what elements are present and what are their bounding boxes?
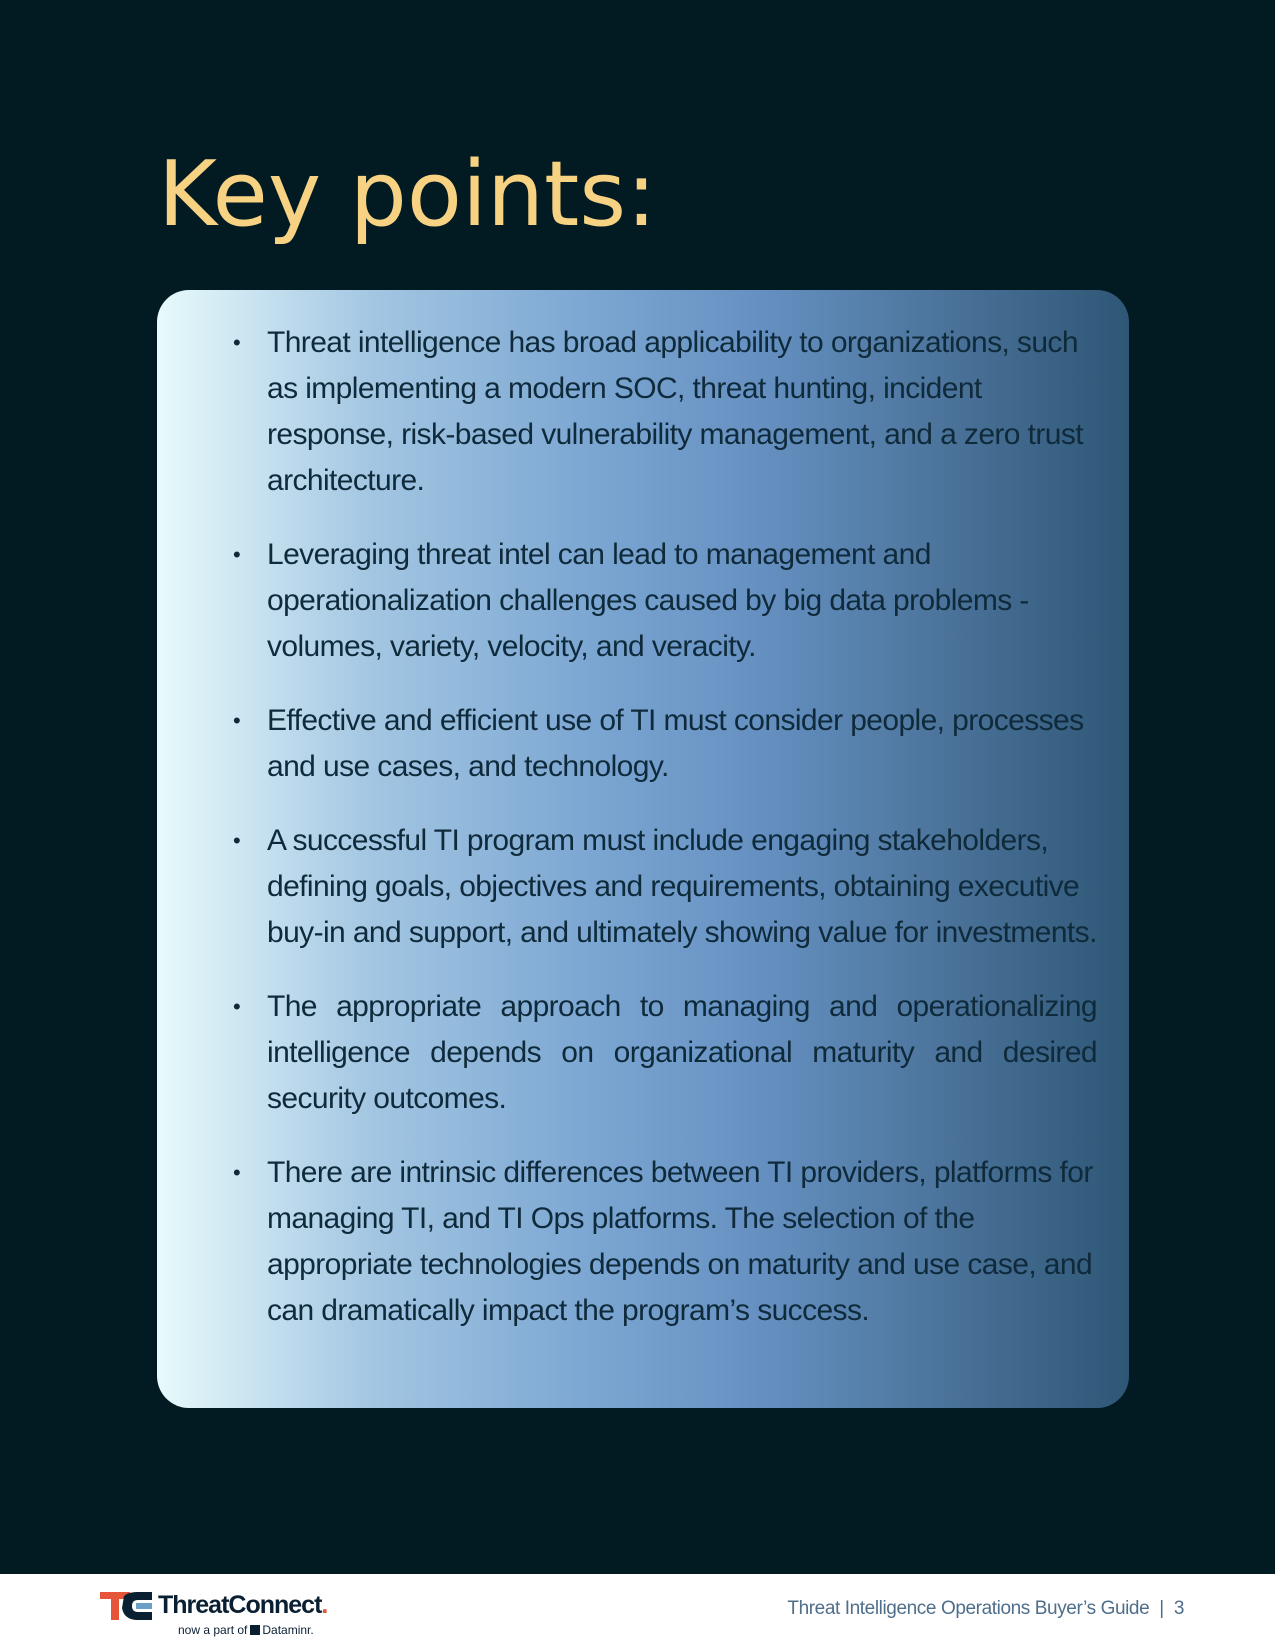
bullet-icon: • <box>233 1160 241 1185</box>
key-point-text: Threat intelligence has broad applicability to organizations, such as implementing a modern SOC, threat hunting, incident response, risk-based vulnerability management, and a zero trust architecture. <box>267 326 1083 497</box>
footer-doc-info <box>787 1596 1184 1622</box>
footer-separator: | <box>1159 1598 1164 1619</box>
threatconnect-logo-icon <box>100 1590 152 1622</box>
page-heading: Key points: <box>158 142 657 247</box>
key-point-text: There are intrinsic differences between TI providers, platforms for managing TI, and TI Ops platforms. The selection of the appropriate technologies depends on maturity and use case, and can dramatically impact the program’s success. <box>267 1156 1093 1327</box>
key-point-item <box>197 984 1097 1122</box>
bullet-icon: • <box>233 828 241 853</box>
logo-tagline: now a part of Dataminr. <box>178 1623 314 1637</box>
key-point-item <box>197 320 1097 504</box>
key-points-list <box>197 320 1097 1334</box>
bullet-icon: • <box>233 330 241 355</box>
key-point-item <box>197 532 1097 670</box>
page-footer <box>0 1574 1275 1650</box>
key-point-item <box>197 818 1097 956</box>
key-point-item <box>197 1150 1097 1334</box>
dataminr-icon <box>250 1625 260 1635</box>
key-point-item <box>197 698 1097 790</box>
page-number: 3 <box>1173 1598 1184 1619</box>
key-point-text: A successful TI program must include engaging stakeholders, defining goals, objectives and requirements, obtaining executive buy-in and support, and ultimately showing value for investments. <box>267 824 1097 949</box>
key-points-panel <box>157 290 1129 1408</box>
key-point-text: Effective and efficient use of TI must consider people, processes and use cases, and technology. <box>267 704 1084 783</box>
logo-wordmark: ThreatConnect. <box>158 1591 328 1619</box>
bullet-icon: • <box>233 994 241 1019</box>
key-point-text: Leveraging threat intel can lead to management and operationalization challenges caused by big data problems - volumes, variety, velocity, and veracity. <box>267 538 1029 663</box>
bullet-icon: • <box>233 542 241 567</box>
key-point-text: The appropriate approach to managing and operationalizing intelligence depends on organizational maturity and desired security outcomes. <box>267 990 1097 1115</box>
threatconnect-logo <box>100 1590 340 1640</box>
bullet-icon: • <box>233 708 241 733</box>
document-title: Threat Intelligence Operations Buyer’s Guide <box>787 1598 1150 1619</box>
